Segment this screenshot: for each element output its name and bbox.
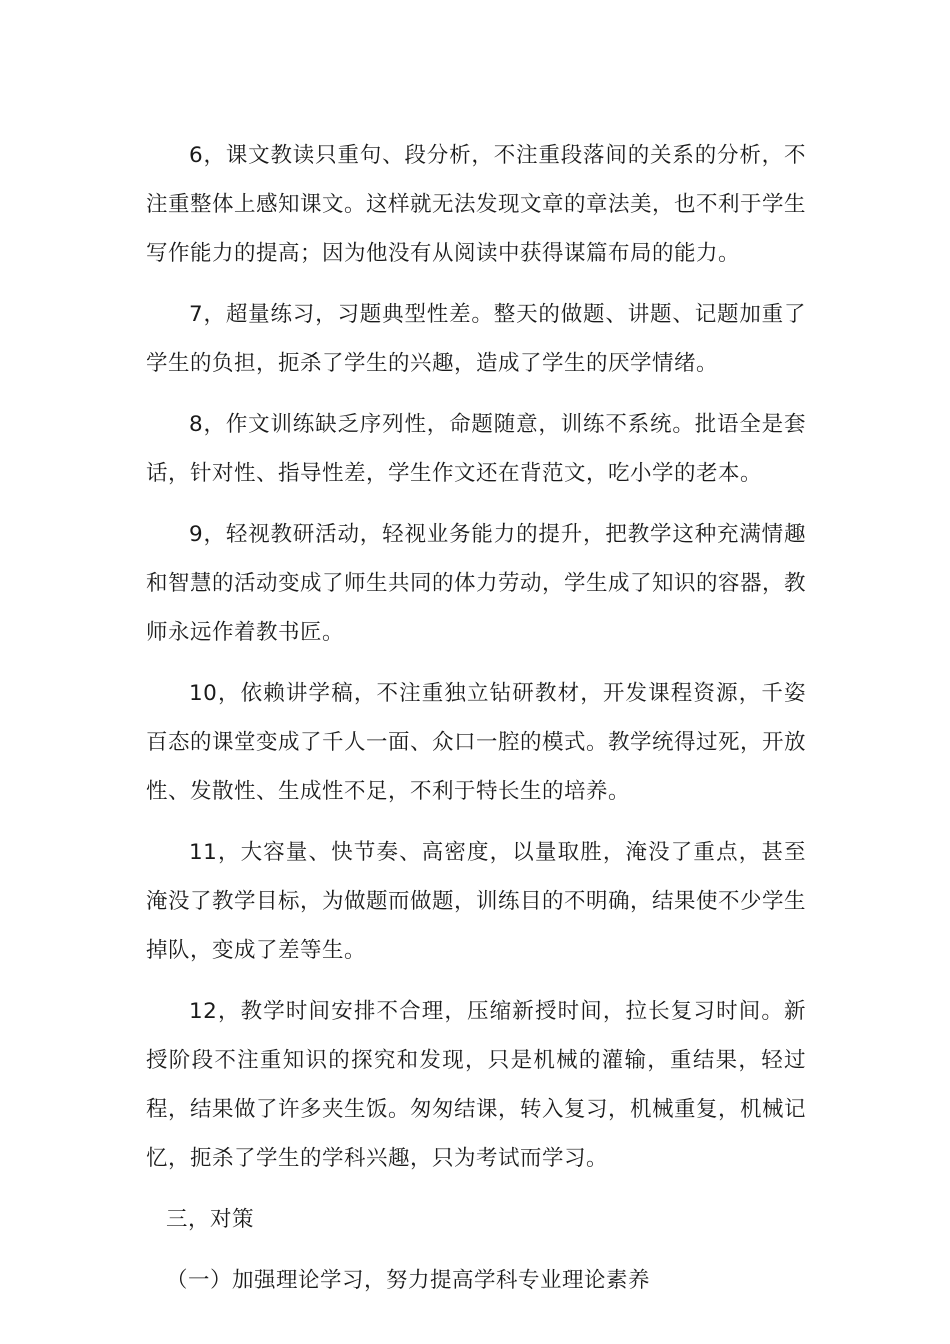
- paragraph-7: 7，超量练习，习题典型性差。整天的做题、讲题、记题加重了学生的负担，扼杀了学生的兴趣，造成了学生的厌学情绪。: [146, 302, 806, 376]
- paragraph-8: 8，作文训练缺乏序列性，命题随意，训练不系统。批语全是套话，针对性、指导性差，学生作文还在背范文，吃小学的老本。: [146, 412, 806, 486]
- section-heading: 三，对策: [166, 1207, 255, 1232]
- paragraph-6: 6，课文教读只重句、段分析，不注重段落间的关系的分析，不注重整体上感知课文。这样就无法发现文章的章法美，也不利于学生写作能力的提高；因为他没有从阅读中获得谋篇布局的能力。: [146, 143, 807, 266]
- paragraph-12: 12，教学时间安排不合理，压缩新授时间，拉长复习时间。新授阶段不注重知识的探究和发现，只是机械的灌输，重结果，轻过程，结果做了许多夹生饭。匆匆结课，转入复习，机械重复，机械记忆，扼杀了学生的学科兴趣，只为考试而学习。: [146, 999, 807, 1171]
- paragraph-11: 11，大容量、快节奏、高密度，以量取胜，淹没了重点，甚至淹没了教学目标，为做题而做题，训练目的不明确，结果使不少学生掉队，变成了差等生。: [146, 840, 807, 963]
- paragraph-9: 9，轻视教研活动，轻视业务能力的提升，把教学这种充满情趣和智慧的活动变成了师生共同的体力劳动，学生成了知识的容器，教师永远作着教书匠。: [146, 522, 807, 645]
- document-body: [146, 131, 806, 1317]
- subsection-heading: （一）加强理论学习，努力提高学科专业理论素养: [166, 1268, 651, 1293]
- paragraph-10: 10，依赖讲学稿，不注重独立钻研教材，开发课程资源，千姿百态的课堂变成了千人一面、众口一腔的模式。教学统得过死，开放性、发散性、生成性不足，不利于特长生的培养。: [146, 681, 807, 804]
